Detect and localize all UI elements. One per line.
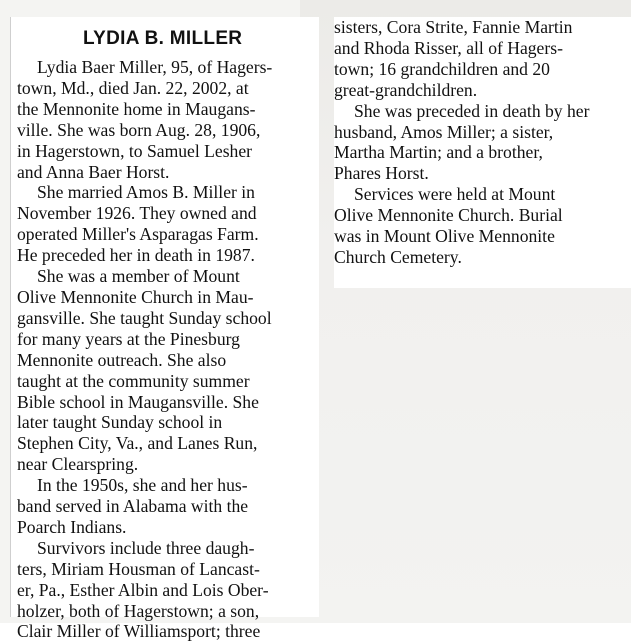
- text-line: He preceded her in death in 1987.: [17, 245, 255, 266]
- text-line: ters, Miriam Housman of Lancast-: [17, 558, 260, 579]
- text-line: and Rhoda Risser, all of Hagers-: [334, 37, 563, 58]
- text-line: near Clearspring.: [17, 454, 139, 475]
- text-line: great-grandchildren.: [334, 79, 478, 100]
- text-line: She was preceded in death by her: [354, 100, 590, 121]
- text-line: the Mennonite home in Maugans-: [17, 98, 256, 119]
- obituary-clipping: [10, 17, 631, 642]
- text-line: She married Amos B. Miller in: [37, 182, 255, 203]
- text-line: and Anna Baer Horst.: [17, 161, 170, 182]
- text-line: later taught Sunday school in: [17, 412, 223, 433]
- right-column: [334, 17, 631, 288]
- text-line: Church Cemetery.: [334, 246, 462, 267]
- text-line: holzer, both of Hagerstown; a son,: [17, 600, 260, 621]
- text-line: Olive Mennonite Church. Burial: [334, 205, 563, 226]
- text-line: er, Pa., Esther Albin and Lois Ober-: [17, 579, 269, 600]
- obituary-headline: LYDIA B. MILLER: [83, 28, 243, 49]
- text-line: Poarch Indians.: [17, 516, 127, 537]
- text-line: Services were held at Mount: [354, 184, 556, 205]
- text-line: November 1926. They owned and: [17, 203, 257, 224]
- left-column: [10, 17, 319, 642]
- text-line: Survivors include three daugh-: [37, 537, 255, 558]
- text-line: gansville. She taught Sunday school: [17, 307, 272, 328]
- text-line: husband, Amos Miller; a sister,: [334, 121, 554, 142]
- text-line: for many years at the Pinesburg: [17, 328, 240, 349]
- text-line: In the 1950s, she and her hus-: [37, 475, 248, 496]
- text-line: Mennonite outreach. She also: [17, 349, 227, 370]
- text-line: Clair Miller of Williamsport; three: [17, 621, 261, 642]
- left-column-text: [17, 57, 317, 642]
- text-line: She was a member of Mount: [37, 266, 240, 287]
- text-line: Phares Horst.: [334, 163, 429, 184]
- text-line: ville. She was born Aug. 28, 1906,: [17, 119, 261, 140]
- text-line: Olive Mennonite Church in Mau-: [17, 286, 254, 307]
- text-line: Stephen City, Va., and Lanes Run,: [17, 433, 258, 454]
- text-line: was in Mount Olive Mennonite: [334, 226, 555, 247]
- text-line: town, Md., died Jan. 22, 2002, at: [17, 77, 249, 98]
- text-line: Lydia Baer Miller, 95, of Hagers-: [37, 57, 273, 77]
- text-line: town; 16 grandchildren and 20: [334, 58, 550, 79]
- text-line: taught at the community summer: [17, 370, 250, 391]
- text-line: operated Miller's Asparagas Farm.: [17, 224, 259, 245]
- text-line: Bible school in Maugansville. She: [17, 391, 259, 412]
- text-line: in Hagerstown, to Samuel Lesher: [17, 140, 253, 161]
- right-column-text: [334, 17, 631, 268]
- text-line: sisters, Cora Strite, Fannie Martin: [334, 17, 573, 37]
- text-line: band served in Alabama with the: [17, 496, 249, 517]
- text-line: Martha Martin; and a brother,: [334, 142, 543, 163]
